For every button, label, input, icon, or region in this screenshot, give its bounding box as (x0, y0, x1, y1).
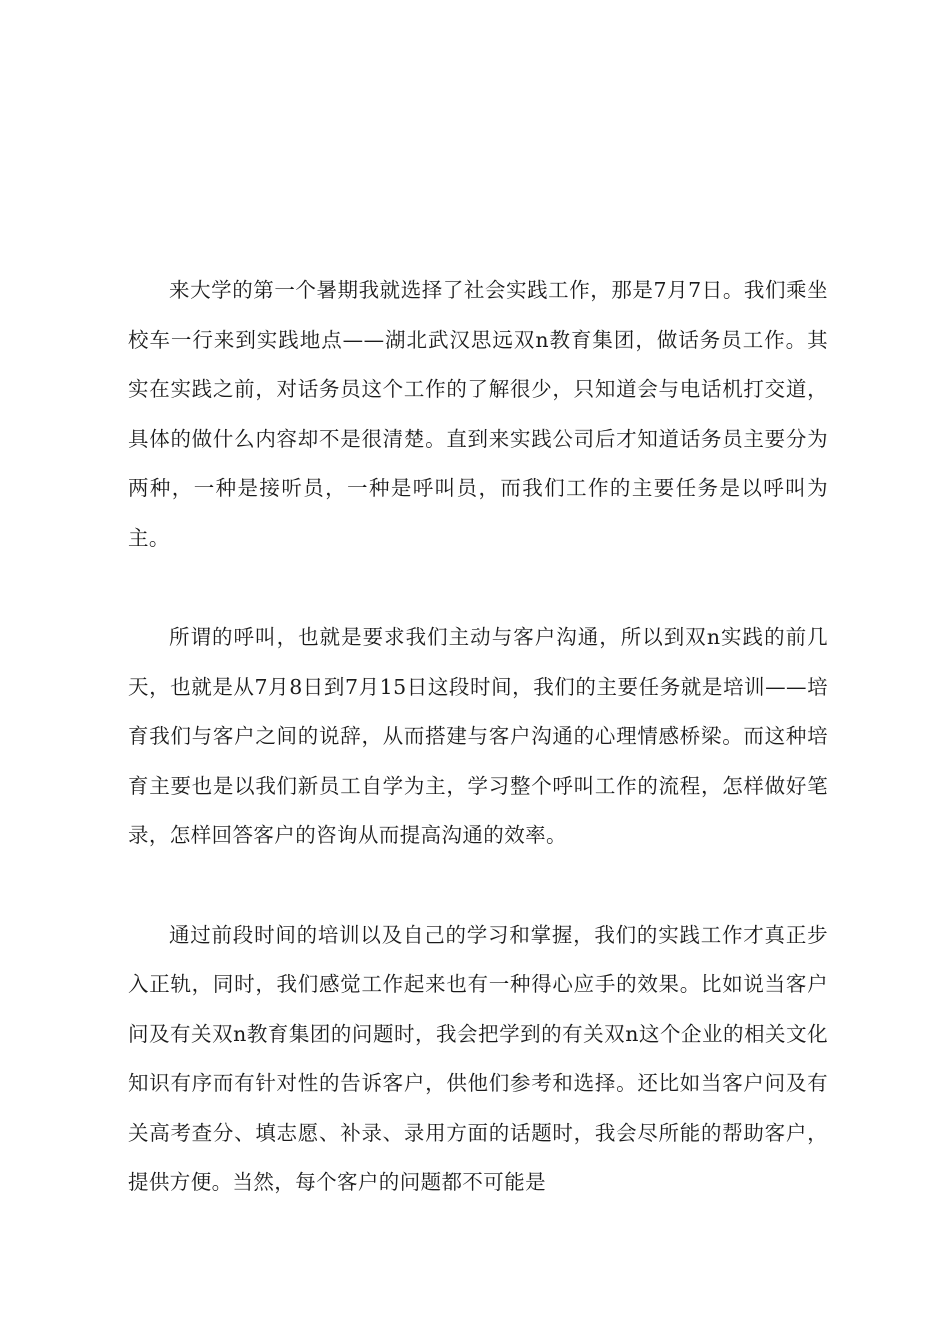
paragraph-3: 通过前段时间的培训以及自己的学习和掌握，我们的实践工作才真正步入正轨，同时，我们感觉工作起来也有一种得心应手的效果。比如说当客户问及有关双n教育集团的问题时，我会把学到的有关双n这个企业的相关文化知识有序而有针对性的告诉客户，供他们参考和选择。还比如当客户问及有关高考查分、填志愿、补录、录用方面的话题时，我会尽所能的帮助客户，提供方便。当然，每个客户的问题都不可能是 (128, 922, 828, 1194)
document-body (128, 266, 828, 1208)
paragraph-1: 来大学的第一个暑期我就选择了社会实践工作，那是7月7日。我们乘坐校车一行来到实践地点——湖北武汉思远双n教育集团，做话务员工作。其实在实践之前，对话务员这个工作的了解很少，只知道会与电话机打交道，具体的做什么内容却不是很清楚。直到来实践公司后才知道话务员主要分为两种，一种是接听员，一种是呼叫员，而我们工作的主要任务是以呼叫为主。 (128, 278, 828, 550)
paragraph-2: 所谓的呼叫，也就是要求我们主动与客户沟通，所以到双n实践的前几天，也就是从7月8日到7月15日这段时间，我们的主要任务就是培训——培育我们与客户之间的说辞，从而搭建与客户沟通的心理情感桥梁。而这种培育主要也是以我们新员工自学为主，学习整个呼叫工作的流程，怎样做好笔录，怎样回答客户的咨询从而提高沟通的效率。 (128, 625, 828, 847)
